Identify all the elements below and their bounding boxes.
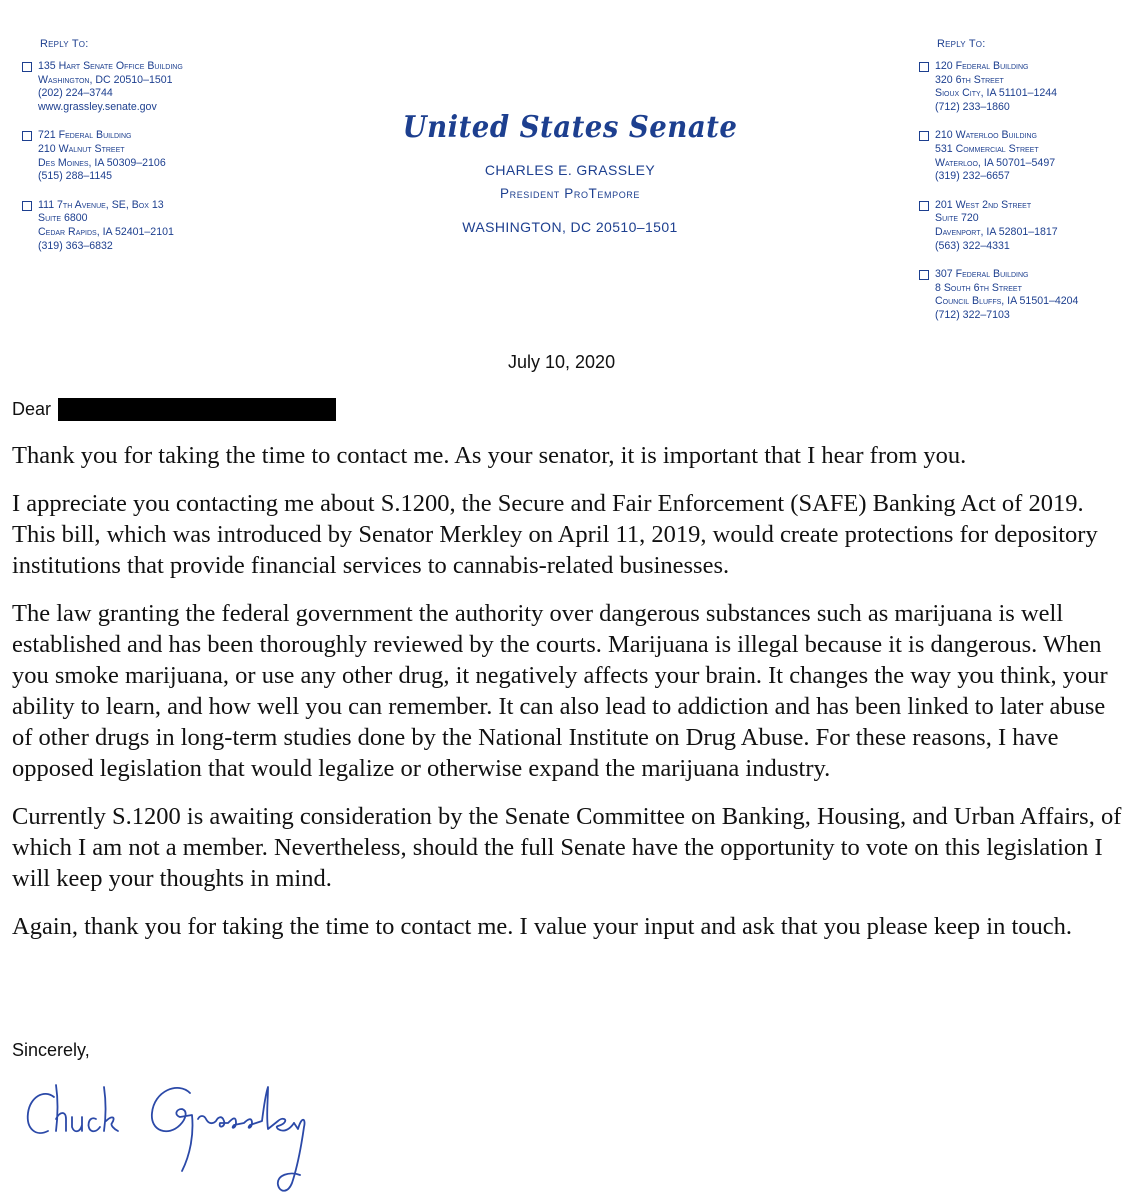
office-checkbox[interactable] — [22, 62, 32, 72]
office-line: 135 Hart Senate Office Building — [38, 60, 183, 72]
office-line: Washington, DC 20510–1501 — [38, 73, 173, 86]
office-line: Waterloo, IA 50701–5497 — [935, 156, 1056, 169]
right-office-column — [919, 38, 1129, 338]
office-address — [935, 199, 1058, 253]
office-line: 111 7th Avenue, SE, Box 13 — [38, 198, 164, 211]
office-entry — [919, 268, 1129, 322]
signature-image — [22, 1075, 402, 1200]
office-line: 201 West 2nd Street — [935, 198, 1032, 211]
body-paragraph: The law granting the federal government the authority over dangerous substances such as marijuana is well established and has been thoroughly reviewed by the courts. Marijuana is illegal because it is dangerous. When you smoke marijuana, or use any other drug, it negatively affects your brain. It changes the way you think, your ability to learn, and how well you can remember. It can also lead to addiction and has been linked to later abuse of other drugs in long-term studies done by the National Institute on Drug Abuse. For these reasons, I have opposed legislation that would legalize or otherwise expand the marijuana industry. — [12, 600, 1108, 782]
office-line: Davenport, IA 52801–1817 — [935, 225, 1058, 238]
letterhead-center — [380, 108, 760, 235]
office-line: Suite 720 — [935, 212, 979, 225]
office-line: (515) 288–1145 — [38, 170, 113, 183]
letter-body — [12, 440, 1130, 959]
office-line: (319) 232–6657 — [935, 170, 1010, 183]
office-line: (319) 363–6832 — [38, 239, 113, 252]
office-entry — [22, 60, 282, 114]
office-address — [38, 129, 166, 183]
office-checkbox[interactable] — [919, 201, 929, 211]
salutation — [12, 398, 336, 421]
office-address — [38, 199, 174, 253]
office-line: (712) 233–1860 — [935, 100, 1010, 113]
office-line: 307 Federal Building — [935, 268, 1029, 281]
office-line: Suite 6800 — [38, 212, 88, 225]
office-address — [935, 60, 1057, 114]
left-office-column — [22, 38, 282, 268]
letter-date: July 10, 2020 — [508, 352, 616, 372]
body-paragraph: Again, thank you for taking the time to contact me. I value your input and ask that you please keep in touch. — [12, 913, 1073, 940]
office-entry — [919, 199, 1129, 253]
redaction-bar — [58, 398, 336, 421]
institution-title: United States Senate — [402, 110, 738, 145]
senator-name: CHARLES E. GRASSLEY — [484, 162, 656, 178]
reply-to-label: Reply To: — [937, 38, 986, 50]
office-line: Sioux City, IA 51101–1244 — [935, 87, 1058, 100]
office-line: Cedar Rapids, IA 52401–2101 — [38, 225, 174, 238]
office-checkbox[interactable] — [22, 201, 32, 211]
office-checkbox[interactable] — [919, 131, 929, 141]
office-line: 721 Federal Building — [38, 129, 132, 142]
office-checkbox[interactable] — [22, 131, 32, 141]
office-entry — [919, 129, 1129, 183]
office-entry — [22, 199, 282, 253]
body-paragraph: Thank you for taking the time to contact me. As your senator, it is important that I hear from you. — [12, 442, 967, 469]
office-line: 210 Walnut Street — [38, 142, 125, 155]
office-line: (202) 224–3744 — [38, 87, 113, 100]
office-line: (563) 322–4331 — [935, 239, 1010, 252]
office-line: 531 Commercial Street — [935, 142, 1039, 155]
body-paragraph: Currently S.1200 is awaiting consideration by the Senate Committee on Banking, Housing, and Urban Affairs, of which I am not a member. Nevertheless, should the full Senate have the opportunity to vote on this legislation I will keep your thoughts in mind. — [12, 803, 1122, 892]
office-checkbox[interactable] — [919, 62, 929, 72]
office-address — [38, 60, 183, 114]
office-checkbox[interactable] — [919, 270, 929, 280]
office-line: 320 6th Street — [935, 73, 1004, 86]
senator-title: President ProTempore — [499, 186, 641, 201]
office-line: 210 Waterloo Building — [935, 129, 1037, 142]
office-line: Des Moines, IA 50309–2106 — [38, 156, 166, 169]
salutation-text: Dear — [12, 399, 52, 419]
reply-to-label: Reply To: — [40, 38, 89, 50]
office-line: 8 South 6th Street — [935, 281, 1022, 294]
office-entry — [919, 60, 1129, 114]
office-address — [935, 129, 1055, 183]
body-paragraph: I appreciate you contacting me about S.1200, the Secure and Fair Enforcement (SAFE) Banking Act of 2019. This bill, which was introduced by Senator Merkley on April 11, 2019, would create protections for depository institutions that provide financial services to cannabis-related businesses. — [12, 490, 1098, 579]
office-line: 120 Federal Building — [935, 60, 1029, 72]
office-line: www.grassley.senate.gov — [38, 100, 157, 113]
closing: Sincerely, — [12, 1040, 90, 1060]
office-line: (712) 322–7103 — [935, 308, 1010, 321]
senator-address: WASHINGTON, DC 20510–1501 — [462, 219, 678, 235]
office-entry — [22, 129, 282, 183]
office-address — [935, 268, 1078, 322]
office-line: Council Bluffs, IA 51501–4204 — [935, 295, 1079, 308]
